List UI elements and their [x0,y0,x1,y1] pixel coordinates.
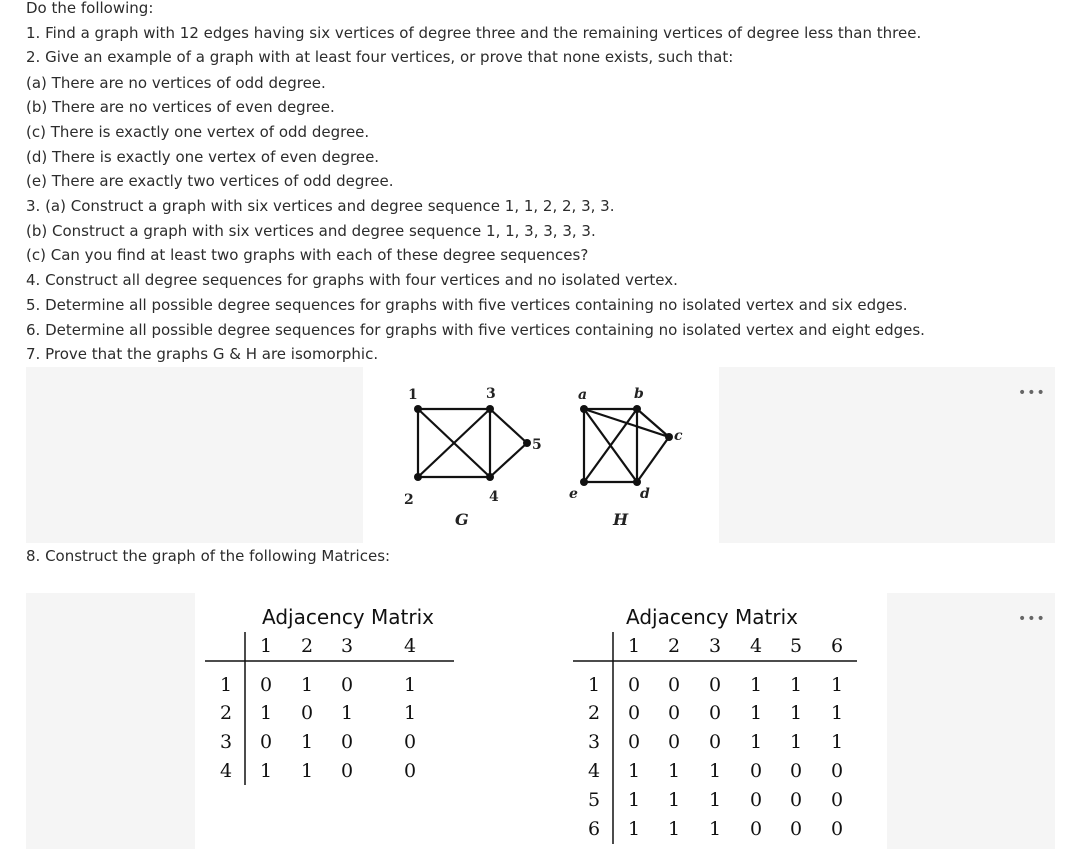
graph-g-caption: G [455,510,469,529]
graph-h-edges [584,409,669,482]
graph-g-label-1: 1 [408,387,418,403]
matrix2-col-header: 2 [667,635,681,657]
matrix-figure [195,593,887,849]
matrix2-cell: 1 [627,818,641,840]
matrix2-col-header: 4 [749,635,763,657]
matrix1-cell: 0 [340,760,354,782]
graph-g-vertex [486,473,494,481]
question-line: (b) There are no vertices of even degree. [26,98,335,116]
matrix2-cell: 1 [667,818,681,840]
graph-h-vertex [633,478,641,486]
matrix2-cell: 1 [749,674,763,696]
graph-g-label-2: 2 [404,492,414,508]
more-options-icon[interactable]: ••• [1018,385,1046,401]
matrix1-cell: 0 [259,731,273,753]
matrix1-row-header: 3 [219,731,233,753]
graph-g-label-4: 4 [489,489,499,505]
graph-h-vertex [633,405,641,413]
matrix2-cell: 0 [749,818,763,840]
matrix2-cell: 1 [830,702,844,724]
matrix1-cell: 1 [340,702,354,724]
matrix2-cell: 1 [789,702,803,724]
matrix1-row-headers [220,674,232,782]
matrix2-cell: 1 [627,760,641,782]
graph-h-caption: H [613,510,629,529]
question-line: (e) There are exactly two vertices of odd degree. [26,172,394,190]
graph-g-vertices [414,405,531,481]
matrix1-cells [260,674,416,782]
matrix2-cell: 1 [830,674,844,696]
matrix-figure-svg [195,593,887,849]
question-line: (d) There is exactly one vertex of even degree. [26,148,380,166]
matrix2-col-header: 5 [789,635,803,657]
graph-figure-svg [363,367,719,543]
question-line: 6. Determine all possible degree sequences for graphs with five vertices containing no isolated vertex and eight edges. [26,321,925,339]
matrix1-cell: 1 [403,674,417,696]
graph-g-vertex [414,405,422,413]
matrix2-row-header: 2 [587,702,601,724]
matrix2-cell: 1 [708,789,722,811]
question-line: 7. Prove that the graphs G & H are isomorphic. [26,345,379,363]
matrix1-cell: 0 [259,674,273,696]
matrix2-col-header: 3 [708,635,722,657]
matrix1-row-header: 4 [219,760,233,782]
matrix2-cell: 0 [789,818,803,840]
graph-g-label-3: 3 [486,386,496,402]
matrix2-cell: 1 [789,731,803,753]
matrix1-cell: 0 [340,731,354,753]
matrix2-col-headers [628,635,843,657]
matrix2-cells [628,674,843,840]
matrix2-cell: 0 [708,702,722,724]
question-line: 5. Determine all possible degree sequences for graphs with five vertices containing no isolated vertex and six edges. [26,296,908,314]
question-line: 1. Find a graph with 12 edges having six vertices of degree three and the remaining vertices of degree less than three. [26,24,922,42]
matrix2-col-header: 6 [830,635,844,657]
matrix2-cell: 1 [667,789,681,811]
matrix1-title: Adjacency Matrix [262,605,434,629]
question-line: 2. Give an example of a graph with at least four vertices, or prove that none exists, such that: [26,48,734,66]
matrix2-cell: 0 [830,818,844,840]
matrix2-cell: 0 [708,674,722,696]
matrix2-cell: 0 [749,789,763,811]
matrix1-cell: 1 [300,674,314,696]
matrix2-cell: 0 [627,702,641,724]
matrix2-cell: 1 [708,760,722,782]
matrix1-col-header: 2 [300,635,314,657]
matrix2-cell: 0 [667,731,681,753]
graph-h-vertex [580,405,588,413]
graph-h-label-d: d [640,486,650,502]
question-line: (b) Construct a graph with six vertices and degree sequence 1, 1, 3, 3, 3, 3. [26,222,596,240]
graph-h-label-b: b [634,386,644,402]
graph-h-label-c: c [674,428,683,444]
matrix2-row-header: 1 [587,674,601,696]
matrix2-col-header: 1 [627,635,641,657]
matrix2-cell: 0 [667,702,681,724]
matrix1-col-headers [260,635,416,657]
matrix2-title: Adjacency Matrix [626,605,798,629]
graph-h-vertices [580,405,673,486]
matrix1-row-header: 1 [219,674,233,696]
matrix2-cell: 1 [789,674,803,696]
matrix2-cell: 1 [749,702,763,724]
matrix1-cell: 0 [403,731,417,753]
graph-g-label-5: 5 [532,437,542,453]
matrix1-col-header: 1 [259,635,273,657]
graph-g-vertex [486,405,494,413]
matrix1-row-header: 2 [219,702,233,724]
matrix2-cell: 1 [708,818,722,840]
graph-figure [363,367,719,543]
matrix2-row-header: 3 [587,731,601,753]
matrix2-cell: 1 [830,731,844,753]
matrix1-cell: 1 [259,702,273,724]
matrix2-cell: 0 [789,760,803,782]
question-line: 3. (a) Construct a graph with six vertices and degree sequence 1, 1, 2, 2, 3, 3. [26,197,615,215]
matrix1-cell: 0 [403,760,417,782]
matrix1-cell: 1 [300,760,314,782]
question-line: (a) There are no vertices of odd degree. [26,74,326,92]
graph-g-vertex [523,439,531,447]
question-line: (c) Can you find at least two graphs with each of these degree sequences? [26,246,589,264]
matrix2-cell: 0 [830,760,844,782]
more-options-icon[interactable]: ••• [1018,611,1046,627]
matrix1-col-header: 3 [340,635,354,657]
matrix2-cell: 0 [627,731,641,753]
graph-h-vertex [665,433,673,441]
matrix2-cell: 0 [627,674,641,696]
graph-g-vertex [414,473,422,481]
matrix2-cell: 1 [667,760,681,782]
matrix2-cell: 0 [667,674,681,696]
graph-g-edges [418,409,527,477]
matrix2-cell: 0 [830,789,844,811]
matrix2-row-header: 6 [587,818,601,840]
matrix1-cell: 1 [259,760,273,782]
matrix1-cell: 0 [340,674,354,696]
matrix2-row-header: 5 [587,789,601,811]
question-line: 4. Construct all degree sequences for graphs with four vertices and no isolated vertex. [26,271,678,289]
matrix1-cell: 0 [300,702,314,724]
matrix1-cell: 1 [300,731,314,753]
question-line: 8. Construct the graph of the following Matrices: [26,547,391,565]
matrix2-row-headers [588,674,600,840]
matrix2-cell: 0 [708,731,722,753]
graph-h-label-a: a [578,387,588,403]
question-line: (c) There is exactly one vertex of odd degree. [26,123,370,141]
graph-h-label-e: e [569,486,578,502]
matrix2-cell: 1 [627,789,641,811]
matrix2-row-header: 4 [587,760,601,782]
matrix2-cell: 0 [749,760,763,782]
matrix2-cell: 0 [789,789,803,811]
matrix1-col-header: 4 [403,635,417,657]
matrix1-cell: 1 [403,702,417,724]
intro-text: Do the following: [26,0,154,17]
graph-h-vertex [580,478,588,486]
matrix2-cell: 1 [749,731,763,753]
